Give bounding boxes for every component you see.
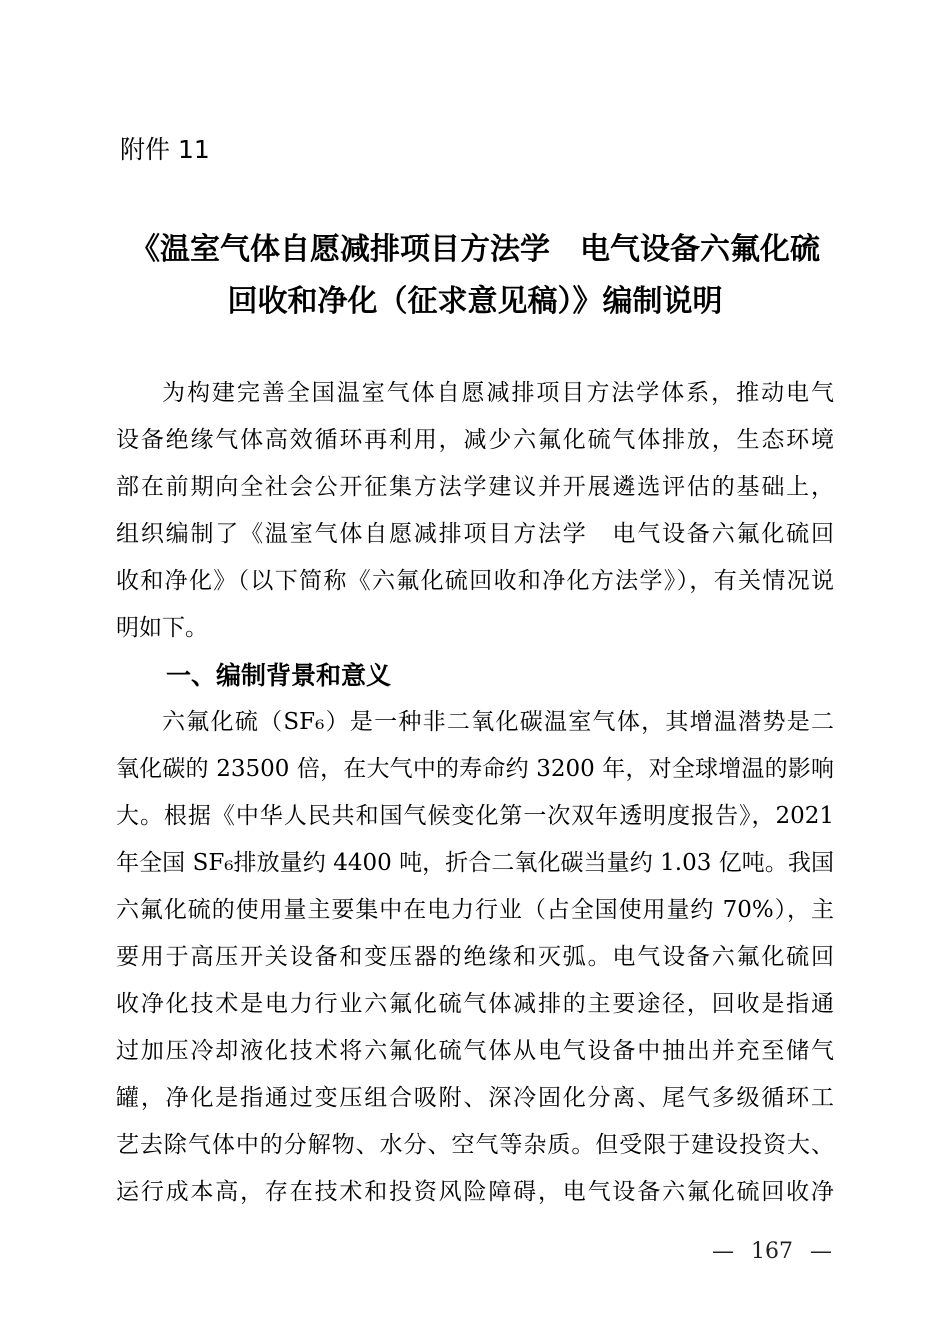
body-line: 明如下。 [116, 615, 208, 641]
attachment-label: 附件 11 [120, 135, 210, 164]
body-line: 设备绝缘气体高效循环再利用，减少六氟化硫气体排放，生态环境 [116, 427, 834, 453]
body-line: 年全国 SF₆排放量约 4400 吨，折合二氧化碳当量约 1.03 亿吨。我国 [116, 850, 834, 876]
document-title-line1: 《温室气体自愿减排项目方法学 电气设备六氟化硫 [130, 232, 820, 267]
body-line: 过加压冷却液化技术将六氟化硫气体从电气设备中抽出并充至储气 [116, 1038, 834, 1064]
page-number: — 167 — [712, 1239, 832, 1264]
body-line: 六氟化硫（SF₆）是一种非二氧化碳温室气体，其增温潜势是二 [162, 709, 834, 735]
body-line: 为构建完善全国温室气体自愿减排项目方法学体系，推动电气 [162, 380, 834, 406]
body-line: 收净化技术是电力行业六氟化硫气体减排的主要途径，回收是指通 [116, 991, 834, 1017]
document-title-line2: 回收和净化（征求意见稿）》编制说明 [227, 284, 723, 319]
body-line: 氧化碳的 23500 倍，在大气中的寿命约 3200 年，对全球增温的影响 [116, 756, 834, 782]
section-heading-1: 一、编制背景和意义 [166, 661, 392, 690]
document-title [100, 224, 850, 328]
body-line: 收和净化》（以下简称《六氟化硫回收和净化方法学》），有关情况说 [116, 568, 834, 594]
document-body [116, 370, 834, 1216]
body-line: 六氟化硫的使用量主要集中在电力行业（占全国使用量约 70%），主 [116, 897, 834, 923]
body-line: 艺去除气体中的分解物、水分、空气等杂质。但受限于建设投资大、 [116, 1132, 834, 1158]
body-line: 大。根据《中华人民共和国气候变化第一次双年透明度报告》，2021 [116, 803, 834, 829]
body-line: 要用于高压开关设备和变压器的绝缘和灭弧。电气设备六氟化硫回 [116, 944, 834, 970]
body-line: 部在前期向全社会公开征集方法学建议并开展遴选评估的基础上， [116, 474, 834, 500]
body-line: 罐，净化是指通过变压组合吸附、深冷固化分离、尾气多级循环工 [116, 1085, 834, 1111]
body-line: 运行成本高，存在技术和投资风险障碍，电气设备六氟化硫回收净 [116, 1179, 834, 1205]
body-line: 组织编制了《温室气体自愿减排项目方法学 电气设备六氟化硫回 [116, 521, 834, 547]
